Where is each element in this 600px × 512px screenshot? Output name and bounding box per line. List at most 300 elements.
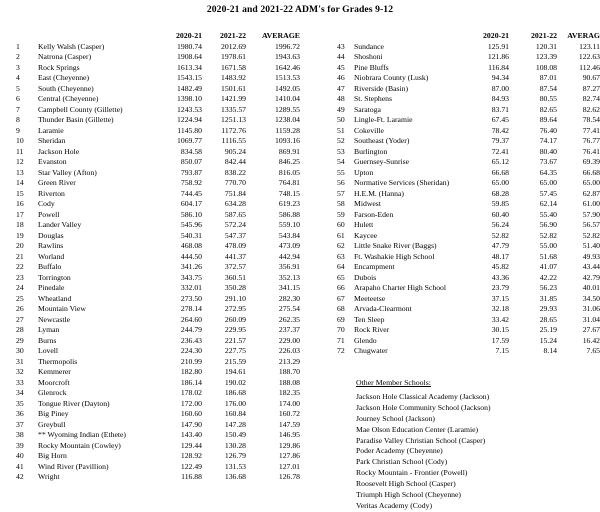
list-item: Jackson Hole Classical Academy (Jackson) — [356, 392, 490, 401]
adm-2020-21-cell: 172.00 — [180, 398, 202, 408]
school-name-cell: Laramie — [38, 125, 64, 135]
adm-2020-21-cell: 343.75 — [180, 272, 202, 282]
adm-2021-22-cell: 372.57 — [224, 262, 246, 271]
adm-2021-22-cell: 272.95 — [224, 304, 246, 313]
adm-2021-22-cell: 1172.76 — [221, 125, 246, 135]
adm-2021-22-cell: 587.65 — [224, 209, 246, 219]
adm-2020-21-cell: 540.31 — [180, 230, 202, 240]
rank-cell: 35 — [16, 398, 24, 408]
rank-cell: 45 — [337, 62, 345, 72]
average-cell: 1996.72 — [275, 41, 300, 51]
adm-2020-21-cell: 186.14 — [180, 377, 202, 387]
adm-2020-21-cell: 129.44 — [180, 440, 202, 450]
average-cell: 1943.63 — [275, 52, 300, 61]
adm-2020-21-cell: 83.71 — [491, 104, 509, 114]
rank-cell: 57 — [337, 188, 345, 198]
average-cell: 127.01 — [278, 461, 300, 471]
adm-2020-21-cell: 116.88 — [181, 472, 202, 481]
adm-2020-21-cell: 23.79 — [491, 283, 509, 292]
school-name-cell: H.E.M. (Hanna) — [354, 188, 404, 198]
rank-cell: 28 — [16, 325, 24, 334]
table-row — [337, 210, 600, 221]
rank-cell: 32 — [16, 367, 24, 376]
adm-2020-21-cell: 236.43 — [180, 335, 202, 345]
right-adm-table — [337, 31, 600, 357]
rank-cell: 56 — [337, 178, 345, 187]
table-row — [16, 430, 300, 441]
average-cell: 543.84 — [278, 230, 300, 240]
school-name-cell: Big Piney — [38, 409, 69, 418]
average-cell: 40.01 — [582, 283, 600, 292]
school-name-cell: Jackson Hole — [38, 146, 80, 156]
table-row — [337, 189, 600, 200]
adm-2020-21-cell: 79.37 — [491, 136, 509, 145]
list-item: Poder Academy (Cheyenne) — [356, 446, 443, 456]
table-row — [337, 273, 600, 284]
school-name-cell: Hulett — [354, 220, 374, 229]
average-cell: 147.59 — [278, 419, 300, 429]
rank-cell: 43 — [337, 41, 345, 51]
adm-2021-22-cell: 1335.57 — [221, 104, 246, 114]
adm-2020-21-cell: 17.59 — [491, 335, 509, 345]
average-cell: 188.08 — [278, 377, 300, 387]
average-cell: 34.50 — [582, 293, 600, 303]
adm-2021-22-cell: 55.40 — [539, 209, 557, 219]
school-name-cell: Glenrock — [38, 388, 67, 397]
school-name-cell: Wright — [38, 472, 60, 481]
table-row — [16, 472, 300, 483]
list-item: Triumph High School (Cheyenne) — [356, 490, 461, 500]
table-row — [337, 73, 600, 84]
rank-cell: 42 — [16, 472, 24, 481]
table-row — [16, 220, 300, 231]
adm-2020-21-cell: 60.40 — [491, 209, 509, 219]
adm-2020-21-cell: 72.41 — [491, 146, 509, 156]
adm-2020-21-cell: 78.42 — [491, 125, 509, 135]
average-cell: 61.00 — [582, 199, 600, 208]
average-cell: 31.04 — [582, 314, 600, 324]
adm-2021-22-cell: 221.57 — [224, 335, 246, 345]
adm-2021-22-cell: 260.09 — [224, 314, 246, 324]
adm-2020-21-cell: 121.86 — [487, 52, 509, 61]
adm-2020-21-cell: 586.10 — [180, 209, 202, 219]
rank-cell: 2 — [16, 52, 20, 61]
table-row — [337, 325, 600, 336]
school-name-cell: Campbell County (Gillette) — [38, 104, 123, 114]
adm-2020-21-cell: 65.00 — [491, 178, 509, 187]
school-name-cell: Riverton — [38, 188, 65, 198]
adm-2020-21-cell: 1224.94 — [177, 115, 202, 124]
average-cell: 1492.05 — [275, 83, 300, 93]
table-row — [16, 210, 300, 221]
adm-2020-21-cell: 1613.34 — [177, 62, 202, 72]
list-item: Mae Olson Education Center (Laramie) — [356, 424, 479, 434]
table-row — [337, 126, 600, 137]
rank-cell: 58 — [337, 199, 345, 208]
adm-2021-22-cell: 770.70 — [224, 178, 246, 187]
adm-2020-21-cell: 244.79 — [180, 325, 202, 334]
adm-2021-22-cell: 131.53 — [224, 461, 246, 471]
average-cell: 213.29 — [278, 356, 300, 366]
school-name-cell: Midwest — [354, 199, 381, 208]
school-name-cell: Rock Springs — [38, 62, 80, 72]
rank-cell: 21 — [16, 251, 24, 261]
rank-cell: 69 — [337, 314, 345, 324]
list-item: Veritas Academy (Cody) — [356, 500, 432, 510]
adm-2021-22-cell: 73.67 — [539, 157, 557, 166]
rank-cell: 47 — [337, 83, 345, 93]
adm-2020-21-cell: 45.82 — [491, 262, 509, 271]
adm-2021-22-cell: 52.82 — [539, 230, 557, 240]
table-row — [337, 283, 600, 294]
adm-2020-21-cell: 66.68 — [491, 167, 509, 177]
rank-cell: 30 — [16, 346, 24, 355]
rank-cell: 67 — [337, 293, 345, 303]
adm-2021-22-cell: 291.10 — [224, 293, 246, 303]
rank-cell: 6 — [16, 94, 20, 103]
rank-cell: 72 — [337, 346, 345, 355]
table-row — [337, 52, 600, 63]
adm-2021-22-cell: 1483.92 — [221, 73, 246, 82]
table-row — [337, 84, 600, 95]
table-row — [16, 252, 300, 263]
school-name-cell: Torrington — [38, 272, 71, 282]
rank-cell: 8 — [16, 115, 20, 124]
adm-2021-22-cell: 190.02 — [224, 377, 246, 387]
adm-2021-22-cell: 350.28 — [224, 283, 246, 292]
adm-2021-22-cell: 51.68 — [539, 251, 557, 261]
school-name-cell: Southeast (Yoder) — [354, 136, 410, 145]
rank-cell: 36 — [16, 409, 24, 418]
adm-2020-21-cell: 59.85 — [491, 199, 509, 208]
rank-cell: 24 — [16, 283, 24, 292]
adm-2020-21-cell: 7.15 — [495, 346, 509, 355]
average-cell: 816.05 — [278, 167, 300, 177]
header-average: AVERAGE — [262, 31, 300, 40]
school-name-cell: ** Wyoming Indian (Ethete) — [38, 430, 126, 439]
adm-2021-22-cell: 76.40 — [539, 125, 557, 135]
rank-cell: 59 — [337, 209, 345, 219]
adm-2020-21-cell: 122.49 — [180, 461, 202, 471]
rank-cell: 64 — [337, 262, 345, 271]
adm-2021-22-cell: 838.22 — [224, 167, 246, 177]
school-name-cell: Rocky Mountain (Cowley) — [38, 440, 121, 450]
school-name-cell: Farson-Eden — [354, 209, 394, 219]
school-name-cell: Meeteetse — [354, 293, 386, 303]
table-row — [337, 157, 600, 168]
table-row — [16, 189, 300, 200]
average-cell: 76.77 — [582, 136, 600, 145]
school-name-cell: Buffalo — [38, 262, 62, 271]
school-name-cell: Little Snake River (Baggs) — [354, 241, 437, 250]
rank-cell: 49 — [337, 104, 345, 114]
table-row — [16, 315, 300, 326]
rank-cell: 38 — [16, 430, 24, 439]
school-name-cell: Lander Valley — [38, 220, 82, 229]
average-cell: 473.09 — [278, 241, 300, 250]
adm-2020-21-cell: 793.87 — [180, 167, 202, 177]
adm-2021-22-cell: 74.17 — [539, 136, 557, 145]
adm-2020-21-cell: 56.24 — [491, 220, 509, 229]
rank-cell: 41 — [16, 461, 24, 471]
average-cell: 112.46 — [579, 62, 600, 72]
adm-2021-22-cell: 87.54 — [539, 83, 557, 93]
average-cell: 49.93 — [582, 251, 600, 261]
school-name-cell: Normative Services (Sheridan) — [354, 178, 450, 187]
school-name-cell: Kemmerer — [38, 367, 71, 376]
rank-cell: 20 — [16, 241, 24, 250]
rank-cell: 65 — [337, 272, 345, 282]
average-cell: 123.11 — [579, 41, 600, 51]
adm-2021-22-cell: 227.75 — [224, 346, 246, 355]
adm-2021-22-cell: 634.28 — [224, 199, 246, 208]
adm-2020-21-cell: 48.17 — [491, 251, 509, 261]
table-row — [16, 241, 300, 252]
adm-2020-21-cell: 125.91 — [487, 41, 509, 51]
table-row — [337, 231, 600, 242]
table-row — [16, 168, 300, 179]
school-name-cell: Thermopolis — [38, 356, 78, 366]
table-row — [16, 283, 300, 294]
adm-2021-22-cell: 87.01 — [539, 73, 557, 82]
average-cell: 160.72 — [278, 409, 300, 418]
school-name-cell: East (Cheyenne) — [38, 73, 90, 82]
adm-2021-22-cell: 905.24 — [224, 146, 246, 156]
average-cell: 7.65 — [586, 346, 600, 355]
table-row — [16, 357, 300, 368]
school-name-cell: Newcastle — [38, 314, 71, 324]
adm-2020-21-cell: 147.90 — [180, 419, 202, 429]
list-item: Journey School (Jackson) — [356, 413, 435, 423]
left-table-block — [16, 31, 300, 483]
adm-2021-22-cell: 130.28 — [224, 440, 246, 450]
rank-cell: 11 — [16, 146, 24, 156]
adm-2020-21-cell: 1243.53 — [177, 104, 202, 114]
average-cell: 76.41 — [582, 146, 600, 156]
school-name-cell: Worland — [38, 251, 65, 261]
adm-2020-21-cell: 332.01 — [180, 283, 202, 292]
adm-2021-22-cell: 1671.58 — [221, 62, 246, 72]
adm-2020-21-cell: 545.96 — [180, 220, 202, 229]
adm-2020-21-cell: 604.17 — [180, 199, 202, 208]
average-cell: 341.15 — [278, 283, 300, 292]
right-header-row — [337, 31, 600, 42]
adm-2021-22-cell: 123.39 — [535, 52, 557, 61]
rank-cell: 5 — [16, 83, 20, 93]
adm-2020-21-cell: 1398.10 — [177, 94, 202, 103]
adm-2021-22-cell: 31.85 — [539, 293, 557, 303]
table-row — [16, 451, 300, 462]
rank-cell: 14 — [16, 178, 24, 187]
average-cell: 122.63 — [578, 52, 600, 61]
school-name-cell: Ten Sleep — [354, 314, 385, 324]
adm-2021-22-cell: 15.24 — [539, 335, 557, 345]
rank-cell: 17 — [16, 209, 24, 219]
school-name-cell: Lovell — [38, 346, 59, 355]
adm-2021-22-cell: 65.00 — [539, 178, 557, 187]
adm-2021-22-cell: 25.19 — [539, 325, 557, 334]
adm-2021-22-cell: 80.40 — [539, 146, 557, 156]
school-name-cell: Encampment — [354, 262, 395, 271]
rank-cell: 34 — [16, 388, 24, 397]
adm-2021-22-cell: 360.51 — [224, 272, 246, 282]
average-cell: 82.62 — [582, 104, 600, 114]
adm-2021-22-cell: 136.68 — [224, 472, 246, 481]
school-name-cell: Sundance — [354, 41, 384, 51]
adm-2021-22-cell: 1116.55 — [221, 136, 246, 145]
adm-2021-22-cell: 842.44 — [224, 157, 246, 166]
adm-2020-21-cell: 160.60 — [180, 409, 202, 418]
rank-cell: 23 — [16, 272, 24, 282]
table-row — [16, 336, 300, 347]
school-name-cell: South (Cheyenne) — [38, 83, 94, 93]
adm-2020-21-cell: 32.18 — [491, 304, 509, 313]
rank-cell: 71 — [337, 335, 345, 345]
adm-2021-22-cell: 150.49 — [224, 430, 246, 439]
average-cell: 62.87 — [582, 188, 600, 198]
table-row — [337, 136, 600, 147]
rank-cell: 55 — [337, 167, 345, 177]
table-row — [337, 94, 600, 105]
adm-2021-22-cell: 8.14 — [543, 346, 557, 355]
table-row — [16, 52, 300, 63]
adm-2021-22-cell: 28.65 — [539, 314, 557, 324]
average-cell: 57.90 — [582, 209, 600, 219]
school-name-cell: Upton — [354, 167, 374, 177]
school-name-cell: Big Horn — [38, 451, 67, 460]
adm-2021-22-cell: 2012.69 — [221, 41, 246, 51]
average-cell: 1289.55 — [275, 104, 300, 114]
adm-2020-21-cell: 1980.74 — [177, 41, 202, 51]
adm-2021-22-cell: 56.90 — [539, 220, 557, 229]
rank-cell: 44 — [337, 52, 345, 61]
school-name-cell: Wind River (Pavillion) — [38, 461, 109, 471]
table-row — [16, 409, 300, 420]
rank-cell: 51 — [337, 125, 345, 135]
table-row — [16, 441, 300, 452]
school-name-cell: Tongue River (Dayton) — [38, 398, 110, 408]
rank-cell: 13 — [16, 167, 24, 177]
rank-cell: 63 — [337, 251, 345, 261]
average-cell: 129.86 — [278, 440, 300, 450]
average-cell: 146.95 — [278, 430, 300, 439]
average-cell: 82.74 — [582, 94, 600, 103]
table-row — [16, 94, 300, 105]
school-name-cell: Arvada-Clearmont — [354, 304, 412, 313]
adm-2021-22-cell: 57.45 — [539, 188, 557, 198]
average-cell: 51.40 — [582, 241, 600, 250]
average-cell: 229.00 — [278, 335, 300, 345]
adm-2020-21-cell: 1908.64 — [177, 52, 202, 61]
adm-2021-22-cell: 1251.13 — [221, 115, 246, 124]
table-row — [16, 346, 300, 357]
rank-cell: 31 — [16, 356, 24, 366]
average-cell: 1238.04 — [275, 115, 300, 124]
school-name-cell: Kelly Walsh (Casper) — [38, 41, 105, 51]
adm-2021-22-cell: 29.93 — [539, 304, 557, 313]
school-name-cell: Central (Cheyenne) — [38, 94, 99, 103]
average-cell: 56.57 — [582, 220, 600, 229]
school-name-cell: Burns — [38, 335, 57, 345]
school-name-cell: Rawlins — [38, 241, 64, 250]
school-name-cell: Burlington — [354, 146, 388, 156]
table-row — [337, 304, 600, 315]
adm-2021-22-cell: 55.00 — [539, 241, 557, 250]
adm-2020-21-cell: 224.30 — [180, 346, 202, 355]
school-name-cell: Glendo — [354, 335, 377, 345]
average-cell: 77.41 — [582, 125, 600, 135]
average-cell: 237.37 — [278, 325, 300, 334]
adm-2020-21-cell: 94.34 — [491, 73, 509, 82]
adm-2021-22-cell: 120.31 — [535, 41, 557, 51]
school-name-cell: Rock River — [354, 325, 390, 334]
adm-2021-22-cell: 160.84 — [224, 409, 246, 418]
adm-2021-22-cell: 186.68 — [224, 388, 246, 397]
adm-2020-21-cell: 43.36 — [491, 272, 509, 282]
school-name-cell: Greybull — [38, 419, 66, 429]
table-row — [16, 399, 300, 410]
school-name-cell: Saratoga — [354, 104, 381, 114]
rank-cell: 66 — [337, 283, 345, 292]
average-cell: 16.42 — [582, 335, 600, 345]
table-row — [337, 262, 600, 273]
average-cell: 764.81 — [278, 178, 300, 187]
school-name-cell: Pinedale — [38, 283, 65, 292]
rank-cell: 9 — [16, 125, 20, 135]
average-cell: 66.68 — [582, 167, 600, 177]
adm-2021-22-cell: 1421.99 — [221, 94, 246, 103]
average-cell: 442.94 — [278, 251, 300, 261]
school-name-cell: Evanston — [38, 157, 67, 166]
school-name-cell: Lingle-Ft. Laramie — [354, 115, 413, 124]
table-row — [16, 84, 300, 95]
adm-2021-22-cell: 147.28 — [224, 419, 246, 429]
school-name-cell: Powell — [38, 209, 60, 219]
average-cell: 619.23 — [278, 199, 300, 208]
table-row — [16, 157, 300, 168]
table-row — [16, 304, 300, 315]
adm-2021-22-cell: 56.23 — [539, 283, 557, 292]
average-cell: 31.06 — [582, 304, 600, 313]
adm-2020-21-cell: 1145.80 — [177, 125, 202, 135]
adm-2020-21-cell: 273.50 — [180, 293, 202, 303]
rank-cell: 15 — [16, 188, 24, 198]
table-row — [16, 42, 300, 53]
adm-2020-21-cell: 182.80 — [180, 367, 202, 376]
table-row — [16, 294, 300, 305]
adm-2020-21-cell: 143.40 — [180, 430, 202, 439]
school-name-cell: Sheridan — [38, 136, 66, 145]
adm-2020-21-cell: 834.58 — [180, 146, 202, 156]
average-cell: 27.67 — [582, 325, 600, 334]
school-name-cell: Dubois — [354, 272, 377, 282]
table-row — [16, 199, 300, 210]
rank-cell: 48 — [337, 94, 345, 103]
average-cell: 352.13 — [278, 272, 300, 282]
school-name-cell: Star Valley (Afton) — [38, 167, 97, 177]
table-row — [16, 231, 300, 242]
average-cell: 559.10 — [278, 220, 300, 229]
table-row — [337, 178, 600, 189]
rank-cell: 29 — [16, 335, 24, 345]
table-row — [337, 147, 600, 158]
adm-2020-21-cell: 210.99 — [180, 356, 202, 366]
list-item: Park Christian School (Cody) — [356, 457, 448, 467]
school-name-cell: St. Stephens — [354, 94, 393, 103]
table-row — [16, 136, 300, 147]
average-cell: 90.67 — [582, 73, 600, 82]
adm-2020-21-cell: 1069.77 — [177, 136, 202, 145]
